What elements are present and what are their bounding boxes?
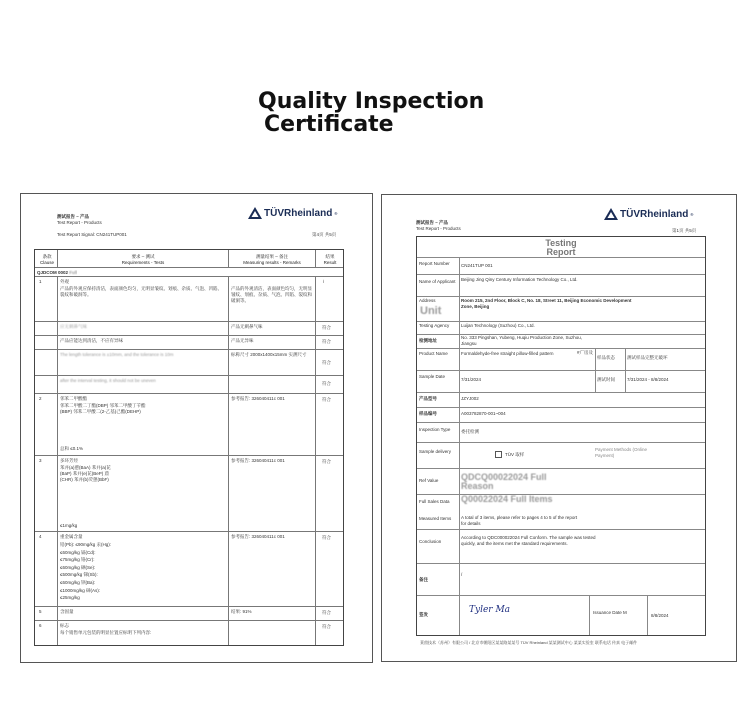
title-line2: Certificate: [264, 112, 394, 137]
requirement: The length tolerance is ±10mm, and the tolerance is 10m: [60, 352, 174, 357]
measured-items-label: Measured Items: [419, 516, 452, 521]
clause: 3: [39, 458, 42, 463]
requirements-table: [34, 249, 344, 646]
signature: Tyler Ma: [469, 605, 511, 615]
requirement: 产品应能达到清洁，不应有异味: [60, 338, 123, 343]
requirement: 铅(Pb): ≤90mg/kg 汞(Hg): ≤60mg/kg 镉(Cd): ≤75mg/kg 铬(Cr): ≤60mg/kg 硒(Se): ≤500mg/kg 锑(Sb): ≤60mg/kg 钡(Ba): ≤1000mg/kg 砷(As): ≤25mg/kg: [60, 542, 111, 601]
result: 符合: [322, 535, 331, 540]
testing-agency-label: Testing Agency: [419, 323, 450, 328]
requirement: 重金属含量: [60, 534, 83, 539]
p1-report-no: [57, 232, 127, 238]
issuance-label: Issuance Date M: [593, 610, 627, 615]
p1-header: [57, 214, 102, 226]
measurement: 参考报告: 326040411c 001: [231, 534, 285, 539]
clause: 2: [39, 396, 42, 401]
clause: 6: [39, 623, 42, 628]
result: 符合: [322, 325, 331, 330]
address-label: Address: [419, 298, 436, 303]
clause: 5: [39, 609, 42, 614]
section-title: [37, 270, 77, 276]
requirement: 外观: [60, 279, 69, 284]
ref-value-label: Ref Value: [419, 478, 439, 483]
section-code: QJDCOM 0002: [37, 270, 69, 275]
col-req-cn: 要求 – 测试: [131, 254, 155, 259]
result: 符合: [322, 397, 331, 402]
testing-agency: Luijan Technology (Suzhou) Co., Ltd.: [461, 323, 535, 328]
requirement: 邻苯二甲酸酯: [60, 396, 87, 401]
divider: [459, 257, 463, 635]
col-res-cn: 测量结果 – 备注: [255, 254, 288, 259]
measured-items: A total of 3 items, please refer to pages 4 to 5 of the report for details: [461, 515, 578, 526]
col-clause-en: Clause: [39, 259, 54, 265]
col-clause-cn: 条款: [42, 254, 52, 259]
triangle-logo-icon: [604, 208, 618, 220]
section-suffix: Full: [69, 270, 78, 275]
result: 符合: [322, 360, 331, 365]
mfr-label: #广房及: [577, 350, 594, 355]
triangle-logo-icon: [248, 207, 262, 219]
result: 符合: [322, 459, 331, 464]
applicant: Beijing Jing Qiny Century Information Technology Co., Ltd.: [461, 277, 578, 282]
divider: [57, 250, 58, 268]
requirement: 多环芳烃: [60, 458, 78, 463]
result: 符合: [322, 381, 331, 386]
sample-status-label: 样品状态: [597, 355, 615, 360]
requirement: 产品的外观应保持清洁，表面颜色均匀，无明显皱纹、划痕、杂质、气泡、凹陷、裂纹和破洞等。: [60, 286, 222, 297]
measurement: 参考报告: 326040411c 001: [231, 396, 285, 401]
result: 符合: [322, 610, 331, 615]
result: 符合: [322, 339, 331, 344]
sample-no-label: 样品编号: [419, 411, 437, 416]
requirement: 含固量: [60, 609, 74, 614]
sample-delivery-value: TÜV 取样: [505, 451, 525, 457]
col-clause: [37, 254, 57, 265]
col-result: [317, 254, 343, 265]
payment-label: Payment Methods (Online Payment): [595, 447, 648, 458]
inspection-type: 委托检测: [461, 429, 479, 434]
sample-status: 测试样品完整无破坏: [627, 355, 668, 360]
col-res-en: Measuring results - Remarks: [243, 259, 301, 265]
report-no: CN241TUP001: [96, 232, 127, 237]
model: JZYJ002: [461, 396, 479, 401]
page-footer: 莱茵技术（苏州）有限公司 / 北京市朝阳区某某路某某号 TÜV Rheinland 某某测试中心 某某实验室 联系电话 传真 电子邮件: [420, 640, 638, 645]
test-time-label: 测试时间: [597, 377, 615, 382]
table-row: [35, 607, 343, 621]
requirement: 每个销售单元包装的明显位置应标明下列内容:: [60, 630, 152, 635]
p2-page-no: 第1页 共5页: [672, 228, 697, 233]
divider: [417, 257, 705, 258]
title-line1: Quality Inspection: [258, 89, 485, 114]
requirement: 总和 ≤0.1%: [60, 446, 83, 451]
sales-data: Q00022024 Full Items: [461, 494, 553, 504]
col-result-en: Result: [323, 259, 337, 265]
requirement: 苯并(a)蒽(BaA) 苯并(a)芘(BaP) 苯并(e)芘(BeP) 䓛(CHR) 苯并(b)荧蒽(BbF): [60, 465, 111, 482]
measurement: 产品无刺鼻气味: [231, 324, 263, 329]
sample-date: 7/31/2024: [461, 377, 482, 382]
tuv-logo: [604, 208, 728, 220]
requirement: 标志: [60, 623, 69, 628]
measurement: 结果: 91%: [231, 609, 252, 614]
model-label: 产品型号: [419, 396, 437, 401]
report-number-label: Report Number: [419, 261, 450, 266]
requirement: 邻苯二甲酸二丁酯(DBP) 邻苯二甲酸丁苄酯(BBP) 邻苯二甲酸二(2-乙基)己酯(DEHP): [60, 403, 146, 414]
section-row: [35, 268, 343, 277]
unit-label: Unit: [420, 305, 442, 317]
sample-delivery: [495, 451, 524, 458]
requirement: after the interval testing, it should not be uneven: [60, 378, 156, 383]
requirement: ≤1mg/kg: [60, 523, 78, 528]
inspection-type-label: Inspection Type: [419, 427, 451, 432]
heading-line2: Report: [546, 247, 576, 257]
heading-line1: Testing: [545, 238, 577, 248]
p1-page-no: 第4页 共5页: [312, 232, 337, 237]
issuance-date: 8/8/2024: [651, 613, 669, 618]
measurement: 参考报告: 326040411c 001: [231, 458, 285, 463]
issued-by-label: 签发: [419, 612, 428, 617]
divider: [228, 250, 229, 268]
certificate-title: [258, 90, 484, 136]
col-req: [59, 254, 227, 265]
col-result-cn: 结果: [325, 254, 335, 259]
report-no-label: Test Report Signal:: [57, 232, 96, 237]
brand-reg: ®: [690, 211, 694, 217]
col-res: [229, 254, 315, 265]
measurement: 标称尺寸 2000x1400x15mm 实测尺寸: [231, 352, 307, 357]
clause: 4: [39, 534, 42, 539]
result: 符合: [322, 624, 331, 629]
measurement: 产品无异味: [231, 338, 254, 343]
testing-report-heading: [417, 239, 705, 257]
sample-date-label: Sample Date: [419, 374, 446, 379]
test-time: 7/31/2024 - 8/8/2024: [627, 377, 669, 382]
p2-header-en: Test Report - Products: [416, 226, 461, 231]
product-name-label: Product Name: [419, 351, 448, 356]
p2-header-cn: 测试报告 – 产品: [416, 220, 449, 225]
applicant-label: Name of Applicant: [419, 279, 456, 284]
col-req-en: Requirements - Tests: [121, 259, 165, 265]
brand-name: TÜVRheinland: [264, 207, 333, 219]
product-name: Formaldehyde-free straight pillow-filled pattern: [461, 351, 554, 356]
conclusion-label: Conclusion: [419, 539, 442, 544]
divider: [315, 250, 316, 268]
p1-header-cn: 测试报告 – 产品: [57, 214, 90, 219]
remarks-label: 备注: [419, 577, 428, 582]
test-address-label: 检测地址: [419, 338, 437, 343]
test-address: No. 333 Pingshan, Yubeng, Huqiu Production Zone, Suzhou, Jiangsu: [461, 335, 583, 346]
clause: 1: [39, 279, 42, 284]
brand-reg: ®: [334, 210, 338, 216]
conclusion: According to QDC000022024 Full Conform. The sample was tested quickly, and the items met the standard requirements.: [461, 535, 596, 546]
report-summary-table: [416, 236, 706, 636]
sample-no: A003782870-001~004: [461, 411, 506, 416]
report-number: CN241TUP 001: [461, 263, 493, 268]
p1-header-en: Test Report - Products: [57, 220, 102, 225]
result: /: [323, 279, 325, 284]
remarks: /: [461, 572, 463, 577]
ref-value: QDCQ00022024 Full Reason: [461, 472, 547, 491]
measurement: 产品的外观清洁，表面颜色均匀，无明显皱纹、划痕、杂质、气泡、凹陷、裂纹和破洞等。: [231, 286, 312, 303]
checkbox-icon[interactable]: [495, 451, 502, 458]
brand-name: TÜVRheinland: [620, 208, 689, 220]
address: Room 215, 2nd Floor, Block C, No. 18, Street 11, Beijing Economic Development Zone, Beijing: [461, 298, 632, 309]
sample-delivery-label: Sample delivery: [419, 449, 452, 454]
sales-data-label: Full Sales Data: [419, 499, 450, 504]
requirement: 应无刺鼻气味: [60, 324, 87, 329]
p2-header: [416, 220, 461, 232]
